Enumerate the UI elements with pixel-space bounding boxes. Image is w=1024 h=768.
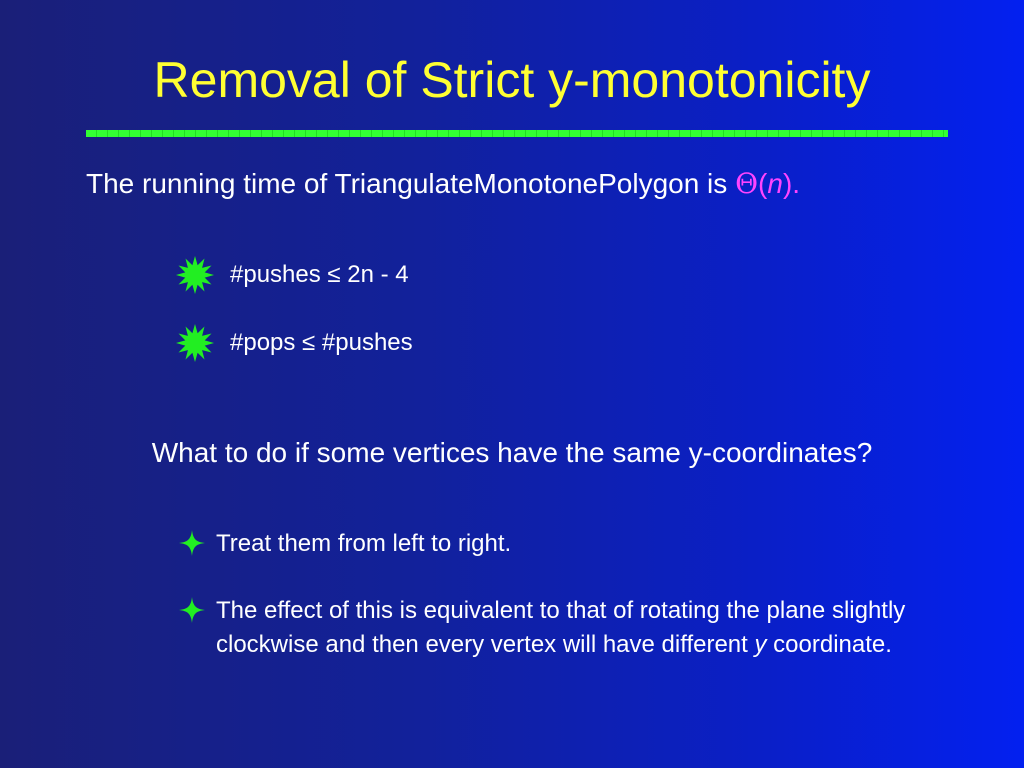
answer-text-tail: coordinate. [766, 631, 892, 658]
starburst-bullet-icon [175, 255, 215, 295]
slide-title: Removal of Strict y-monotonicity [153, 52, 871, 108]
answer-left-to-right [178, 527, 956, 561]
answer-rotation [178, 594, 956, 662]
answer-text-main: The effect of this is equivalent to that of rotating the plane slightly clockwise and then every vertex will have different [216, 597, 906, 658]
answer-text: Treat them from left to right. [216, 530, 512, 557]
bullet-text: #pops ≤ #pushes [230, 329, 413, 356]
bullet-text: #pushes ≤ 2n - 4 [230, 261, 409, 288]
answer-text [216, 594, 956, 662]
running-time-text: The running time of TriangulateMonotonePolygon is [86, 168, 736, 199]
four-point-star-icon [178, 529, 206, 557]
bullet-pops [175, 323, 413, 363]
running-time-statement [86, 166, 800, 202]
close-paren: ). [782, 168, 801, 199]
variable-n: n [767, 168, 783, 199]
four-point-star-icon [178, 596, 206, 624]
question-text: What to do if some vertices have the same y-coordinates? [151, 437, 873, 468]
italic-y: y [754, 631, 767, 658]
starburst-bullet-icon [175, 323, 215, 363]
open-paren: ( [758, 168, 768, 199]
title-underline [86, 130, 948, 137]
bullet-pushes [175, 255, 409, 295]
theta-symbol: Θ [735, 167, 759, 200]
